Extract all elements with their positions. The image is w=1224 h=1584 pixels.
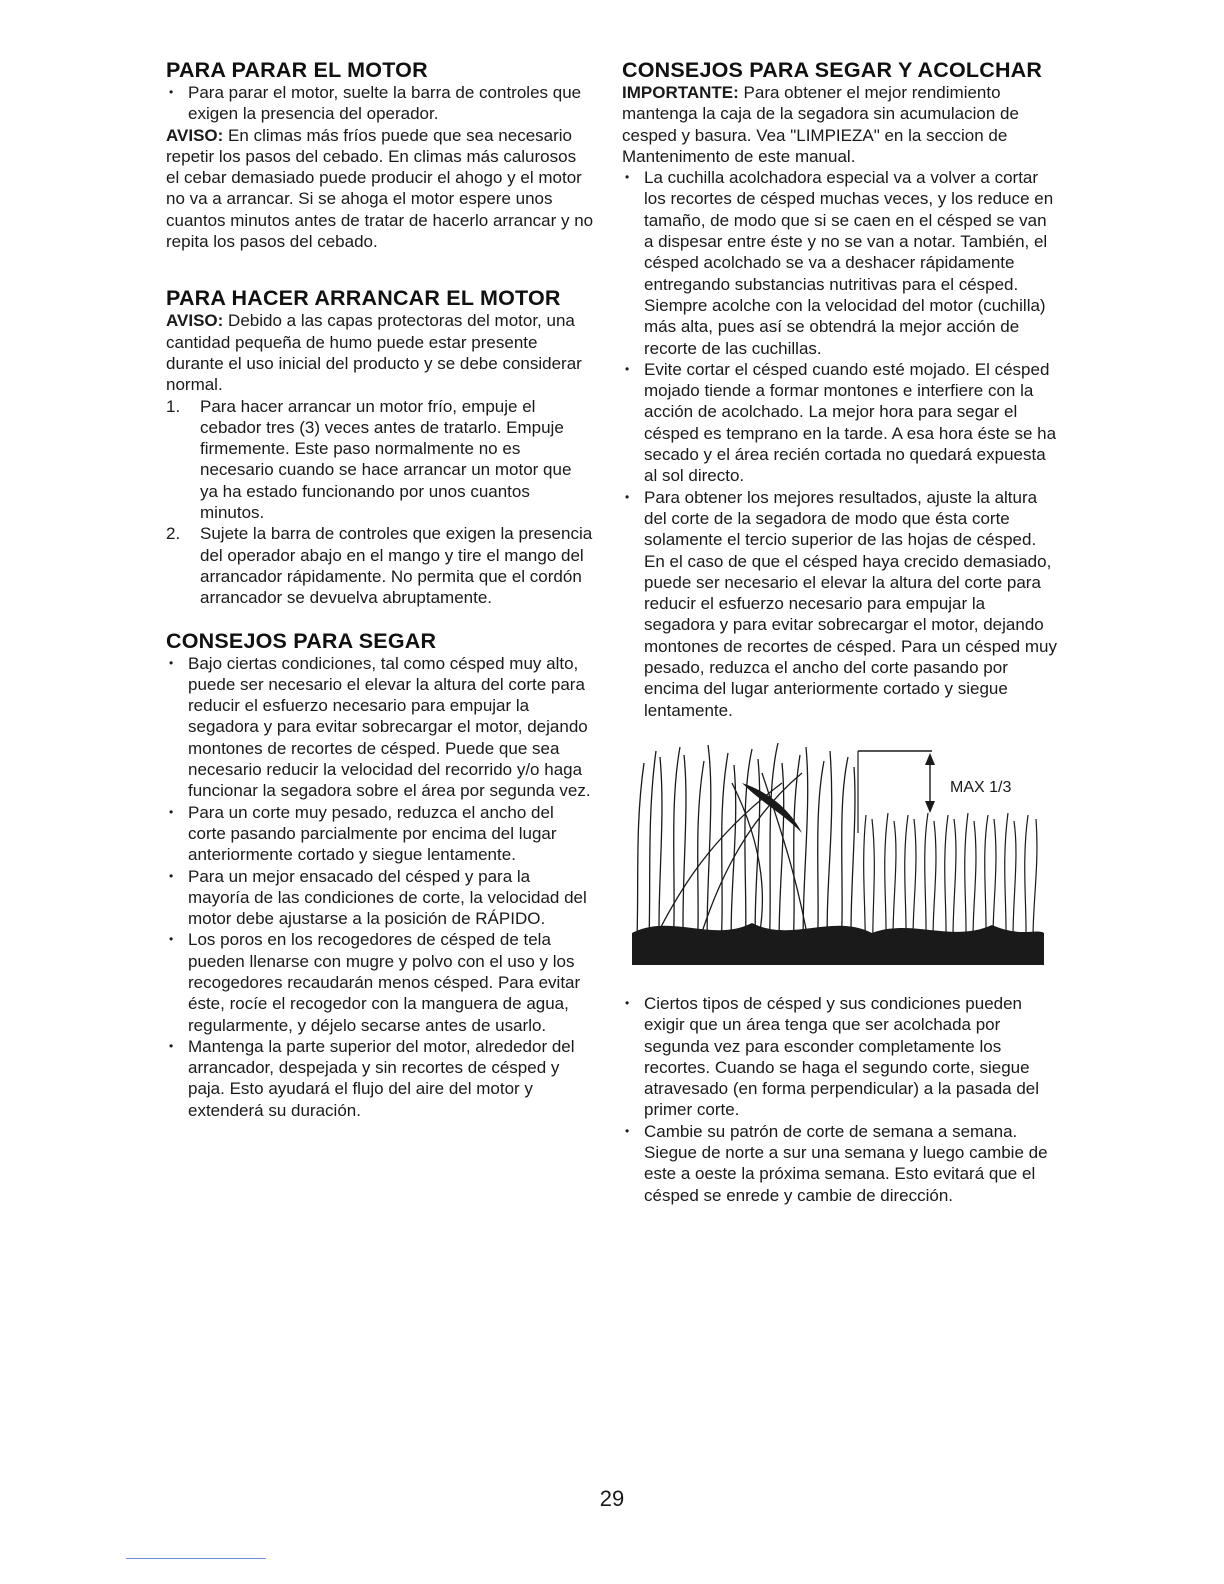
stop-engine-heading: PARA PARAR EL MOTOR — [166, 58, 428, 82]
max-height-label: MAX 1/3 — [950, 778, 1012, 796]
grass-height-figure — [632, 743, 1044, 965]
step-item — [166, 523, 594, 608]
list-item: • La cuchilla acolchadora especial va a volver a cortar los recortes de césped muchas veces, y los reduce en tamaño, de modo que si se caen en el césped se van a dispesar entre éste y no se van a notar. También, el césped acolchado se va a deshacer rápidamente entregando substancias nutritivas para el césped. Siempre acolche con la velocidad del motor (cuchilla) más alta, pues así se obtendrá la mejor acción de recorte de las cuchillas. — [622, 167, 1058, 359]
step-item — [166, 396, 594, 524]
footer-line — [126, 1558, 266, 1559]
mulching-tips-list — [622, 167, 1058, 721]
important-notice — [622, 82, 1058, 167]
list-item: • Ciertos tipos de césped y sus condiciones pueden exigir que un área tenga que ser acolchada por segunda vez para esconder completamente los recortes. Cuando se haga el segundo corte, siegue atravesado (en forma perpendicular) a la pasada del primer corte. — [622, 993, 1058, 1121]
start-engine-notice — [166, 310, 594, 395]
list-item: • Para obtener los mejores resultados, ajuste la altura del corte de la segadora de modo que ésta corte solamente el tercio superior de las hojas de césped. En el caso de que el césped haya crecido demasiado, puede ser necesario el elevar la altura del corte para reducir el esfuerzo necesario para empujar la segadora y para evitar sobrecargar el motor, dejando montones de recortes de césped. Para un césped muy pesado, reduzca el ancho del corte pasando por encima del lugar anteriormente cortado y siegue lentamente. — [622, 487, 1058, 721]
page-number: 29 — [599, 1486, 625, 1511]
left-column — [166, 58, 594, 1121]
step-text: Sujete la barra de controles que exigen la presencia del operador abajo en el mango y tire el mango del arrancador rápidamente. No permita que el cordón arrancador se devuelva abruptamente. — [200, 524, 593, 608]
mulching-tips-list-continued — [622, 993, 1058, 1206]
list-item: • Los poros en los recogedores de césped de tela pueden llenarse con mugre y polvo con el uso y los recogedores recaudarán menos césped. Para evitar éste, rocíe el recogedor con la manguera de agua, regularmente, y déjelo secarse antes de usarlo. — [166, 929, 594, 1035]
notice-label: AVISO: — [166, 311, 224, 331]
step-number: 1. — [166, 396, 181, 416]
grass-illustration — [632, 743, 1044, 965]
mowing-tips-heading: CONSEJOS PARA SEGAR — [166, 628, 437, 653]
list-item: • Para parar el motor, suelte la barra de controles que exigen la presencia del operador. — [166, 82, 594, 125]
step-text: Para hacer arrancar un motor frío, empuje el cebador tres (3) veces antes de tratarlo. Empuje firmemente. Este paso normalmente no es necesario cuando se hace arrancar un motor que ya ha estado funcionando por unos cuantos minutos. — [200, 396, 572, 523]
list-item: • Bajo ciertas condiciones, tal como césped muy alto, puede ser necesario el elevar la altura del corte para reducir el esfuerzo necesario para empujar la segadora y para evitar sobrecargar el motor, dejando montones de recortes de césped. Puede que sea necesario reducir la velocidad del recorrido y/o haga funcionar la segadora sobre el área por segunda vez. — [166, 653, 594, 802]
important-text: Para obtener el mejor rendimiento mantenga la caja de la segadora sin acumulacion de cesped y basura. Vea "LIMPIEZA" en la seccion de Mantenimento de este manual. — [622, 83, 1019, 166]
start-engine-steps — [166, 396, 594, 609]
stop-engine-list — [166, 82, 594, 125]
mulching-tips-heading: CONSEJOS PARA SEGAR Y ACOLCHAR — [622, 58, 1043, 82]
list-item: • Evite cortar el césped cuando esté mojado. El césped mojado tiende a formar montones e interfiere con la acción de acolchado. La mejor hora para segar el césped es temprano en la tarde. A esa hora éste se ha secado y el área recién cortada no quedará expuesta al sol directo. — [622, 359, 1058, 487]
list-item: • Mantenga la parte superior del motor, alrededor del arrancador, despejada y sin recortes de césped y paja. Esto ayudará el flujo del aire del motor y extenderá su duración. — [166, 1036, 594, 1121]
right-column — [622, 58, 1058, 1206]
stop-engine-notice — [166, 125, 594, 253]
list-item: • Para un mejor ensacado del césped y para la mayoría de las condiciones de corte, la velocidad del motor debe ajustarse a la posición de RÁPIDO. — [166, 866, 594, 930]
notice-label: AVISO: — [166, 125, 224, 145]
start-engine-heading: PARA HACER ARRANCAR EL MOTOR — [166, 286, 561, 311]
list-item: • Para un corte muy pesado, reduzca el ancho del corte pasando parcialmente por encima del lugar anteriormente cortado y siegue lentamente. — [166, 802, 594, 866]
mowing-tips-list — [166, 653, 594, 1122]
notice-text: En climas más fríos puede que sea necesario repetir los pasos del cebado. En climas más calurosos el cebar demasiado puede producir el ahogo y el motor no va a arrancar. Si se ahoga el motor espere unos cuantos minutos antes de tratar de hacerlo arrancar y no repita los pasos del cebado. — [166, 125, 594, 252]
notice-text: Debido a las capas protectoras del motor, una cantidad pequeña de humo puede estar presente durante el uso inicial del producto y se debe considerar normal. — [166, 311, 582, 395]
list-item: • Cambie su patrón de corte de semana a semana. Siegue de norte a sur una semana y luego cambie de este a oeste la próxima semana. Esto evitará que el césped se enrede y cambie de dirección. — [622, 1121, 1058, 1206]
step-number: 2. — [166, 524, 181, 544]
important-label: IMPORTANTE: — [622, 83, 739, 102]
